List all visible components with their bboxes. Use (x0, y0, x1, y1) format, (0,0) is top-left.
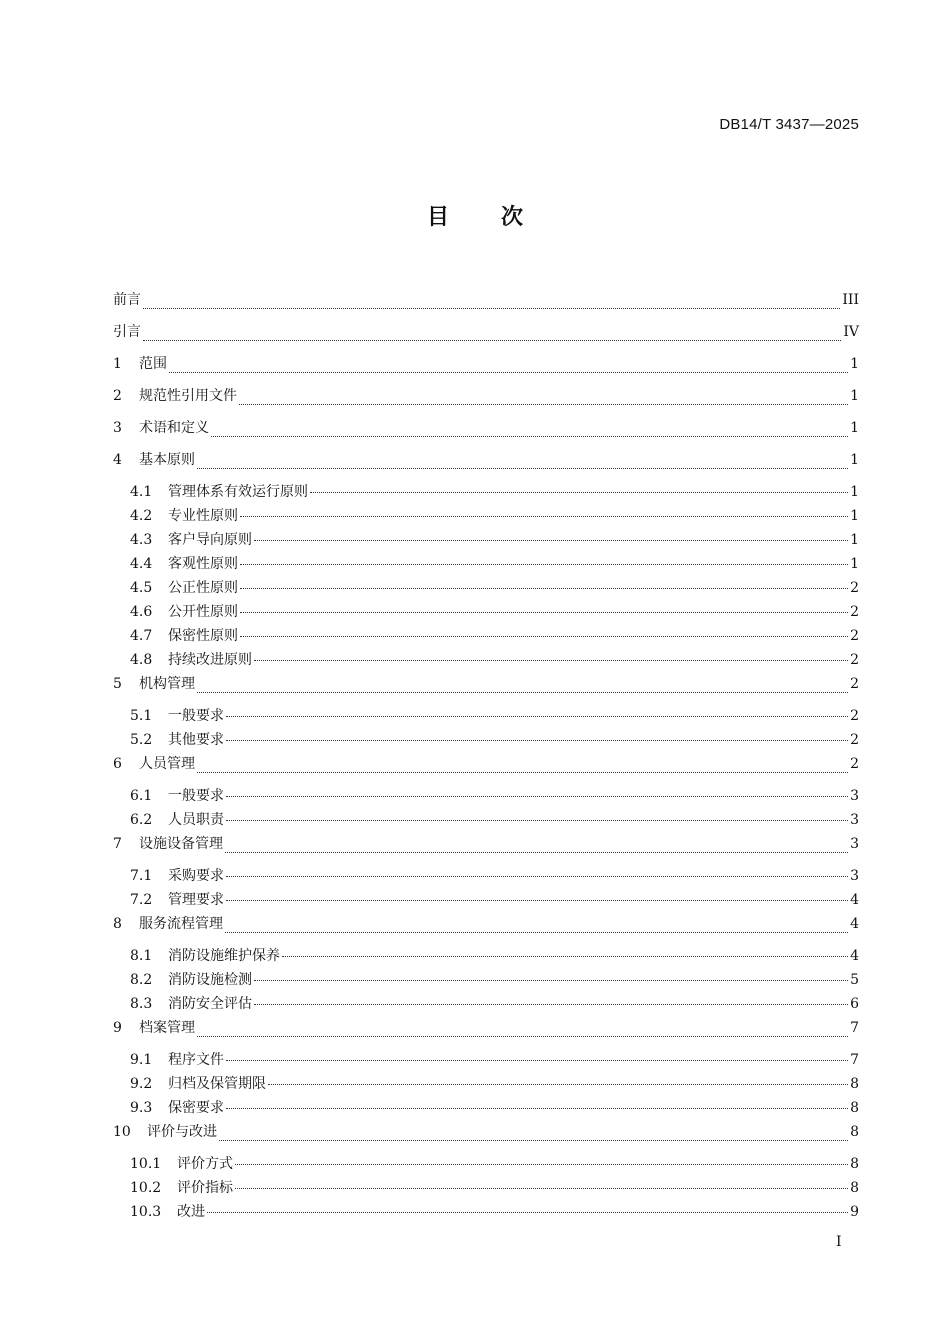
dot-leader (197, 691, 848, 693)
toc-entry-label: 保密要求 (168, 1100, 224, 1116)
toc-entry-number: 4.2 (130, 508, 153, 524)
toc-entry-label: 评价与改进 (147, 1124, 217, 1140)
toc-entry-page: 2 (850, 676, 859, 692)
toc-subentry[interactable] (113, 1200, 859, 1224)
toc-entry-number: 5.1 (130, 708, 153, 724)
toc-entry[interactable] (113, 352, 859, 384)
toc-entry-label: 一般要求 (168, 708, 224, 724)
toc-entry-label: 范围 (139, 356, 167, 372)
toc-entry-label: 人员管理 (139, 756, 195, 772)
toc-entry-label: 引言 (113, 324, 141, 340)
toc-subentry[interactable] (113, 1096, 859, 1120)
dot-leader (143, 339, 841, 341)
dot-leader (226, 1107, 848, 1109)
toc-entry-label: 采购要求 (168, 868, 224, 884)
toc-entry[interactable] (113, 1016, 859, 1048)
toc-entry-page: 1 (850, 532, 859, 548)
toc-subentry[interactable] (113, 704, 859, 728)
toc-entry[interactable] (113, 1120, 859, 1152)
toc-entry-number: 4.8 (130, 652, 153, 668)
toc-entry-page: 3 (850, 812, 859, 828)
toc-entry-label: 一般要求 (168, 788, 224, 804)
toc-entry-page: 2 (850, 756, 859, 772)
toc-entry-label: 管理要求 (168, 892, 224, 908)
dot-leader (268, 1083, 848, 1085)
toc-entry[interactable] (113, 320, 859, 352)
toc-entry-number: 7.1 (130, 868, 153, 884)
toc-subentry[interactable] (113, 1152, 859, 1176)
toc-entry-page: 1 (850, 508, 859, 524)
table-of-contents (113, 288, 859, 1224)
toc-entry-number: 9.3 (130, 1100, 153, 1116)
toc-entry-page: 8 (850, 1076, 859, 1092)
toc-entry[interactable] (113, 672, 859, 704)
dot-leader (211, 435, 848, 437)
toc-entry-page: 4 (850, 948, 859, 964)
toc-entry-number: 5 (113, 676, 122, 692)
toc-entry-label: 专业性原则 (168, 508, 238, 524)
toc-entry-number: 9.2 (130, 1076, 153, 1092)
toc-entry-label: 公开性原则 (168, 604, 238, 620)
dot-leader (235, 1163, 848, 1165)
toc-entry-number: 7 (113, 836, 122, 852)
toc-subentry[interactable] (113, 864, 859, 888)
title-char-2: 次 (501, 205, 524, 230)
toc-entry-number: 6 (113, 756, 122, 772)
dot-leader (282, 955, 848, 957)
toc-entry-label: 评价指标 (177, 1180, 233, 1196)
toc-entry[interactable] (113, 416, 859, 448)
toc-entry-number: 5.2 (130, 732, 153, 748)
toc-subentry[interactable] (113, 480, 859, 504)
dot-leader (235, 1187, 848, 1189)
toc-entry-number: 6.2 (130, 812, 153, 828)
toc-entry-number: 10.3 (130, 1204, 162, 1220)
toc-entry[interactable] (113, 752, 859, 784)
toc-entry-label: 基本原则 (139, 452, 195, 468)
toc-entry[interactable] (113, 448, 859, 480)
toc-subentry[interactable] (113, 1176, 859, 1200)
dot-leader (240, 635, 848, 637)
toc-entry-label: 术语和定义 (139, 420, 209, 436)
title-char-1: 目 (426, 205, 449, 230)
dot-leader (254, 1003, 848, 1005)
page-title (0, 200, 950, 231)
dot-leader (226, 1059, 848, 1061)
toc-entry-label: 程序文件 (168, 1052, 224, 1068)
toc-entry-number: 10.2 (130, 1180, 162, 1196)
toc-entry-page: 3 (850, 868, 859, 884)
toc-entry-number: 9 (113, 1020, 122, 1036)
toc-entry-number: 4.3 (130, 532, 153, 548)
dot-leader (219, 1139, 848, 1141)
toc-entry-label: 服务流程管理 (139, 916, 223, 932)
toc-entry-page: 7 (850, 1052, 859, 1068)
toc-entry-page: IV (843, 324, 859, 340)
toc-entry-number: 1 (113, 356, 122, 372)
toc-entry-page: 1 (850, 388, 859, 404)
dot-leader (226, 819, 848, 821)
toc-entry-label: 归档及保管期限 (168, 1076, 266, 1092)
toc-entry-page: 3 (850, 788, 859, 804)
dot-leader (254, 979, 848, 981)
toc-subentry[interactable] (113, 600, 859, 624)
toc-subentry[interactable] (113, 784, 859, 808)
toc-entry-label: 保密性原则 (168, 628, 238, 644)
dot-leader (239, 403, 848, 405)
toc-entry-page: 8 (850, 1124, 859, 1140)
toc-entry-number: 10.1 (130, 1156, 162, 1172)
toc-entry-label: 公正性原则 (168, 580, 238, 596)
toc-entry-page: 1 (850, 484, 859, 500)
toc-entry-label: 持续改进原则 (168, 652, 252, 668)
dot-leader (226, 795, 848, 797)
toc-entry-page: 4 (850, 892, 859, 908)
toc-entry-page: 2 (850, 580, 859, 596)
document-code: DB14/T 3437—2025 (719, 116, 859, 133)
toc-subentry[interactable] (113, 528, 859, 552)
toc-entry-page: 8 (850, 1100, 859, 1116)
toc-entry-label: 人员职责 (168, 812, 224, 828)
toc-entry-page: 1 (850, 452, 859, 468)
toc-subentry[interactable] (113, 552, 859, 576)
toc-entry-page: 2 (850, 708, 859, 724)
toc-entry-label: 其他要求 (168, 732, 224, 748)
toc-entry-label: 消防设施维护保养 (168, 948, 280, 964)
dot-leader (197, 1035, 848, 1037)
dot-leader (197, 467, 848, 469)
toc-entry-number: 4 (113, 452, 122, 468)
toc-entry-page: 8 (850, 1156, 859, 1172)
toc-entry-label: 档案管理 (139, 1020, 195, 1036)
toc-entry-label: 规范性引用文件 (139, 388, 237, 404)
toc-subentry[interactable] (113, 576, 859, 600)
toc-entry-page: 4 (850, 916, 859, 932)
toc-subentry[interactable] (113, 944, 859, 968)
toc-entry-number: 4.4 (130, 556, 153, 572)
toc-entry-label: 消防安全评估 (168, 996, 252, 1012)
toc-entry-page: 6 (850, 996, 859, 1012)
toc-subentry[interactable] (113, 624, 859, 648)
toc-entry-page: 3 (850, 836, 859, 852)
toc-subentry[interactable] (113, 648, 859, 672)
toc-entry-page: 7 (850, 1020, 859, 1036)
toc-entry-page: 1 (850, 356, 859, 372)
toc-entry[interactable] (113, 384, 859, 416)
dot-leader (169, 371, 848, 373)
toc-entry-number: 4.1 (130, 484, 153, 500)
dot-leader (240, 515, 848, 517)
toc-entry-number: 3 (113, 420, 122, 436)
toc-entry-page: 5 (850, 972, 859, 988)
toc-entry-number: 6.1 (130, 788, 153, 804)
toc-subentry[interactable] (113, 992, 859, 1016)
toc-entry-number: 10 (113, 1124, 131, 1140)
toc-entry-page: 2 (850, 652, 859, 668)
toc-entry[interactable] (113, 832, 859, 864)
toc-entry-label: 改进 (177, 1204, 205, 1220)
toc-entry-label: 消防设施检测 (168, 972, 252, 988)
toc-entry-page: 1 (850, 556, 859, 572)
toc-entry-number: 9.1 (130, 1052, 153, 1068)
dot-leader (240, 611, 848, 613)
dot-leader (240, 563, 848, 565)
toc-subentry[interactable] (113, 504, 859, 528)
dot-leader (226, 739, 848, 741)
toc-entry-page: 8 (850, 1180, 859, 1196)
toc-entry-number: 8.1 (130, 948, 153, 964)
toc-entry-label: 客观性原则 (168, 556, 238, 572)
toc-subentry[interactable] (113, 728, 859, 752)
toc-entry-label: 评价方式 (177, 1156, 233, 1172)
toc-entry[interactable] (113, 912, 859, 944)
dot-leader (254, 659, 848, 661)
dot-leader (225, 851, 848, 853)
dot-leader (310, 491, 848, 493)
toc-entry-page: 1 (850, 420, 859, 436)
toc-entry-number: 7.2 (130, 892, 153, 908)
dot-leader (240, 587, 848, 589)
toc-entry-label: 机构管理 (139, 676, 195, 692)
toc-entry-page: 2 (850, 604, 859, 620)
toc-entry-page: III (842, 292, 859, 308)
dot-leader (226, 875, 848, 877)
toc-entry-page: 2 (850, 732, 859, 748)
toc-subentry[interactable] (113, 1048, 859, 1072)
toc-entry-label: 客户导向原则 (168, 532, 252, 548)
toc-entry-number: 8 (113, 916, 122, 932)
toc-entry[interactable] (113, 288, 859, 320)
dot-leader (226, 715, 848, 717)
toc-entry-number: 4.6 (130, 604, 153, 620)
toc-subentry[interactable] (113, 888, 859, 912)
toc-entry-page: 2 (850, 628, 859, 644)
dot-leader (207, 1211, 848, 1213)
toc-entry-number: 8.3 (130, 996, 153, 1012)
toc-entry-number: 4.5 (130, 580, 153, 596)
toc-subentry[interactable] (113, 808, 859, 832)
dot-leader (254, 539, 848, 541)
dot-leader (226, 899, 848, 901)
dot-leader (225, 931, 848, 933)
toc-entry-number: 8.2 (130, 972, 153, 988)
dot-leader (143, 307, 840, 309)
toc-entry-label: 前言 (113, 292, 141, 308)
page-number: I (836, 1234, 842, 1250)
toc-entry-label: 设施设备管理 (139, 836, 223, 852)
toc-entry-label: 管理体系有效运行原则 (168, 484, 308, 500)
toc-entry-number: 2 (113, 388, 122, 404)
toc-subentry[interactable] (113, 1072, 859, 1096)
toc-entry-number: 4.7 (130, 628, 153, 644)
toc-entry-page: 9 (850, 1204, 859, 1220)
toc-subentry[interactable] (113, 968, 859, 992)
dot-leader (197, 771, 848, 773)
